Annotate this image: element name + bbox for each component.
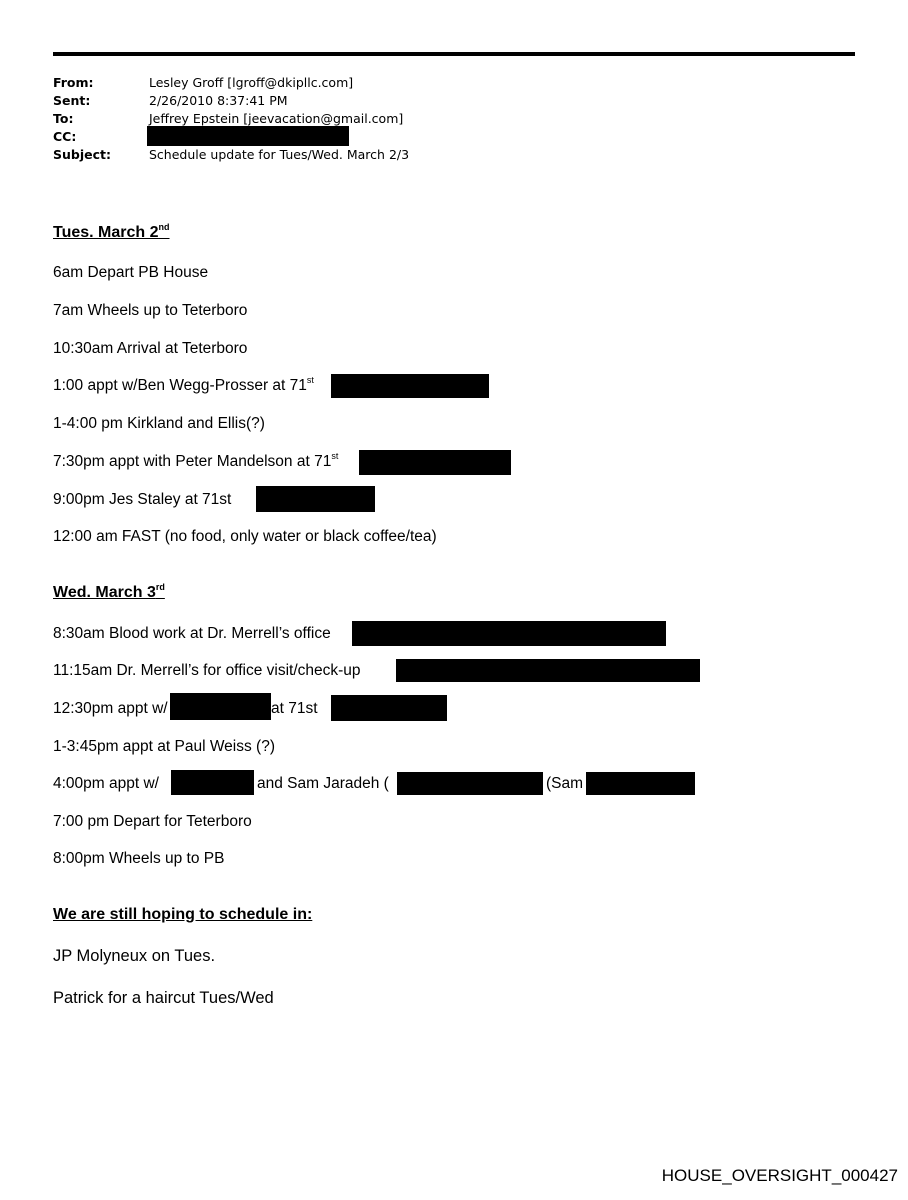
sent-value: 2/26/2010 8:37:41 PM bbox=[149, 93, 288, 108]
wed-item-6: 7:00 pm Depart for Teterboro bbox=[53, 813, 252, 830]
tues-item-1: 6am Depart PB House bbox=[53, 264, 209, 281]
cc-label: CC: bbox=[53, 129, 77, 144]
wed-item-3-a: 12:30pm appt w/ bbox=[53, 700, 168, 717]
sent-label: Sent: bbox=[53, 93, 91, 108]
wed-heading-sup: rd bbox=[155, 582, 165, 592]
tues-item-8: 12:00 am FAST (no food, only water or black coffee/tea) bbox=[53, 528, 437, 545]
hoping-heading: We are still hoping to schedule in: bbox=[53, 906, 313, 923]
tues-item-4-sup: st bbox=[306, 375, 314, 385]
redaction bbox=[396, 659, 700, 682]
wed-item-5-a: 4:00pm appt w/ bbox=[53, 775, 159, 792]
cc-redaction bbox=[147, 126, 349, 146]
tues-item-5: 1-4:00 pm Kirkland and Ellis(?) bbox=[53, 415, 265, 432]
tues-item-2: 7am Wheels up to Teterboro bbox=[53, 302, 248, 319]
from-value: Lesley Groff [lgroff@dkipllc.com] bbox=[149, 75, 354, 90]
tues-heading bbox=[53, 224, 170, 242]
redaction bbox=[586, 772, 695, 795]
subject-label: Subject: bbox=[53, 147, 111, 162]
tues-heading-sup: nd bbox=[158, 222, 170, 232]
bates-number: HOUSE_OVERSIGHT_000427 bbox=[661, 1166, 898, 1185]
wed-item-3 bbox=[53, 699, 168, 719]
redaction bbox=[331, 695, 447, 721]
wed-item-2: 11:15am Dr. Merrell’s for office visit/check-up bbox=[53, 662, 361, 679]
redaction bbox=[171, 770, 254, 795]
wed-item-5-b: and Sam Jaradeh ( bbox=[257, 775, 389, 792]
redaction bbox=[397, 772, 543, 795]
tues-item-7: 9:00pm Jes Staley at 71st bbox=[53, 491, 232, 508]
tues-item-6-text: 7:30pm appt with Peter Mandelson at 71 bbox=[53, 453, 332, 470]
wed-item-1: 8:30am Blood work at Dr. Merrell’s office bbox=[53, 625, 331, 642]
tues-item-4-text: 1:00 appt w/Ben Wegg-Prosser at 71 bbox=[53, 377, 307, 394]
wed-item-4: 1-3:45pm appt at Paul Weiss (?) bbox=[53, 738, 275, 755]
to-value: Jeffrey Epstein [jeevacation@gmail.com] bbox=[149, 111, 404, 126]
redaction bbox=[352, 621, 666, 646]
redaction bbox=[256, 486, 375, 512]
hoping-item-2: Patrick for a haircut Tues/Wed bbox=[53, 989, 274, 1007]
tues-heading-text: Tues. March 2 bbox=[53, 224, 159, 241]
tues-item-6-sup: st bbox=[331, 451, 339, 461]
wed-item-3-b: at 71st bbox=[271, 700, 318, 717]
redaction bbox=[331, 374, 489, 398]
to-label: To: bbox=[53, 111, 74, 126]
tues-item-4 bbox=[53, 376, 314, 396]
subject-value: Schedule update for Tues/Wed. March 2/3 bbox=[149, 147, 410, 162]
wed-heading bbox=[53, 584, 165, 602]
from-label: From: bbox=[53, 75, 94, 90]
tues-item-6 bbox=[53, 452, 338, 472]
tues-item-3: 10:30am Arrival at Teterboro bbox=[53, 340, 248, 357]
redaction bbox=[359, 450, 511, 475]
hoping-item-1: JP Molyneux on Tues. bbox=[53, 947, 216, 965]
wed-item-5-c: (Sam bbox=[546, 775, 584, 792]
wed-heading-text: Wed. March 3 bbox=[53, 584, 156, 601]
redaction bbox=[170, 693, 271, 720]
wed-item-7: 8:00pm Wheels up to PB bbox=[53, 850, 225, 867]
header-rule bbox=[53, 52, 855, 56]
